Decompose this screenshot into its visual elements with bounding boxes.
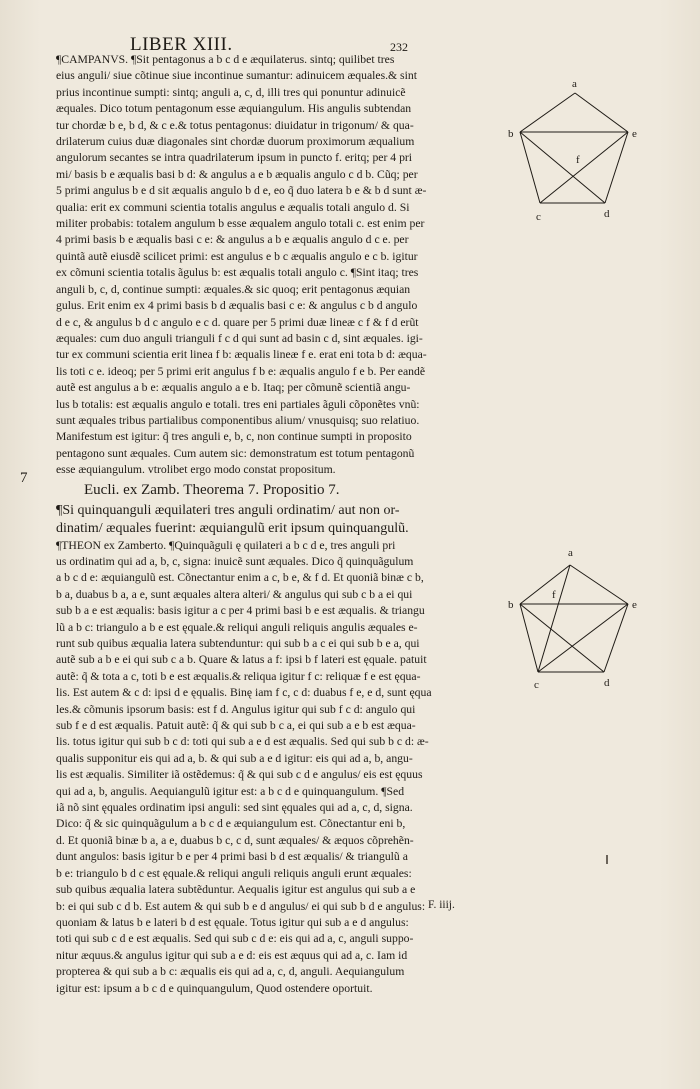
text-line: lis. totus igitur qui sub b c d: toti qui sub a e d est æqualis. Sed qui sub b c d: æ-: [56, 735, 429, 749]
text-line: sub f e d est æqualis. Patuit autẽ: q̃ & qui sub b c a, ei qui sub a e b est æqua-: [56, 719, 416, 733]
text-line: lũ a b c: triangulo a b e est ęquale.& reliqui anguli reliquis angulis æquales e-: [56, 620, 418, 634]
ink-mark: [606, 855, 608, 864]
text-line: eius anguli/ siue cõtinue siue incontinue sumantur: adinuicem æquales.& sint: [56, 69, 417, 83]
text-line: esse æquiangulum. vtrolibet ergo modo constat propositum.: [56, 463, 336, 477]
proposition-line: dinatim/ æquales fuerint: æquiangulũ erit ipsum quinquangulũ.: [56, 520, 409, 536]
text-line: pentagono sunt æquales. Cum autem sic: demonstratum est totum pentagonũ: [56, 446, 415, 460]
text-line: gulus. Erit enim ex 4 primi basis b d æqualis basi c e: & angulus c b d angulo: [56, 299, 418, 313]
running-head: LIBER XIII.: [130, 34, 233, 55]
label-c: c: [534, 679, 539, 690]
label-f: f: [552, 589, 556, 601]
text-line: qualia: erit ex communi scientia totalis angulus e æqualis totali angulo d. Si: [56, 200, 410, 214]
label-a: a: [572, 78, 577, 90]
pentagon-diagram-2: [500, 540, 650, 690]
text-line: autẽ sub a b e ei qui sub c a b. Quare & latus a f: ipsi b f lateri est ęquale. patuit: [56, 653, 427, 667]
side-bc: [520, 604, 538, 672]
side-ab: [520, 93, 575, 132]
side-ab: [520, 565, 570, 604]
label-b: b: [508, 599, 514, 611]
label-d: d: [604, 677, 610, 689]
text-line: æquales. Dico totum pentagonum esse æquiangulum. His angulis subtendan: [56, 102, 412, 116]
label-e: e: [632, 599, 637, 611]
text-column: [56, 52, 486, 997]
theorem-heading: Eucli. ex Zamb. Theorema 7. Propositio 7.: [84, 481, 340, 498]
text-line: sub b a e est æqualis: basis igitur a c per 4 primi basi b e est æqualis. & triangu: [56, 604, 425, 618]
text-line: runt sub quibus æqualia latera subtenduntur: qui sub b a c ei qui sub b e a, qui: [56, 637, 420, 650]
text-line: lis. Est autem & c d: ipsi d e ęqualis. Binę iam f c, c d: duabus f e, e d, sunt ęqua: [56, 686, 432, 700]
text-line: 5 primi angulus b e d sit æqualis angulo b d e, eo q̃ duo latera b e & b d sunt æ-: [56, 184, 427, 198]
text-line: Dico: q̃ & sic quinquãgulum a b c d e æquiangulum est. Cõnectantur eni b,: [56, 817, 406, 831]
label-e: e: [632, 128, 637, 140]
text-line: autẽ: q̃ & tota a c, toti b e est æqualis.& reliqua igitur f c: reliquæ f e est ęqua-: [56, 669, 421, 683]
text-line: toti qui sub c d e est æqualis. Sed qui sub c d e: eis qui ad a, c, anguli suppo-: [56, 932, 414, 946]
text-line: anguli b, c, d, continue sumpti: æquales.& sic quoq; erit pentagonus æquian: [56, 282, 411, 296]
text-line: prius incontinue sumpti: sintq; anguli a, c, d, illi tres qui ponuntur adinuicẽ: [56, 85, 406, 99]
text-line: Manifestum est igitur: q̃ tres anguli e, b, c, non continue sumpti in proposito: [56, 430, 412, 444]
campanus-commentary: [56, 52, 486, 479]
label-c: c: [536, 211, 541, 223]
text-line: sunt æquales tribus partialibus componentibus alium/ vnusquisq; suo relatiuo.: [56, 413, 420, 427]
text-line: quoniam & latus b e lateri b d est ęquale. Totus igitur qui sub a e d angulus:: [56, 915, 409, 929]
side-bc: [520, 132, 540, 203]
label-a: a: [568, 547, 573, 559]
text-line: angulorum secantes se intra quadrilaterum ipsum in puncto f. eritq; per 4 pri: [56, 151, 413, 165]
text-line: lis est æqualis. Similiter iã ostẽdemus: q̃ & qui sub c d e angulus/ eis est ęquus: [56, 768, 423, 782]
text-line: d e c, & angulus b d c angulo e c d. quare per 5 primi duæ lineæ c f & f d erũt: [56, 315, 419, 329]
text-line: us ordinatim qui ad a, b, c, signa: inuicẽ sunt æquales. Dico q̃ quinquãgulum: [56, 554, 414, 568]
proposition-line: ¶Si quinquanguli æquilateri tres anguli ordinatim/ aut non or-: [56, 502, 400, 518]
page-number: 232: [390, 40, 408, 54]
text-line: iã nõ sint ęquales ordinatim ipsi anguli: sed sint ęquales qui ad a, c, d, signa.: [56, 801, 413, 815]
text-line: qui ad a, b, angulis. Aequiangulũ igitur est: a b c d e quinquangulum. ¶Sed: [56, 784, 405, 798]
theon-commentary: [56, 538, 486, 997]
text-line: dunt angulos: basis igitur b e per 4 primi basi b d est æqualis/ & triangulũ a: [56, 850, 408, 864]
text-line: igitur est: ipsum a b c d e quinquangulum, Quod ostendere oportuit.: [56, 981, 373, 995]
text-line: lis toti c e. ideoq; per 5 primi erit angulus f b e: æqualis angulo f e b. Per eandẽ: [56, 364, 426, 378]
side-ae: [570, 565, 628, 604]
text-line: mi/ basis b e æqualis basi b d: & angulus a e b æqualis angulo c d b. Cũq; per: [56, 167, 418, 181]
text-line: tur chordæ b e, b d, & c e.& totus pentagonus: diuidatur in trigonum/ & qua-: [56, 118, 414, 132]
text-line: ex cõmuni scientia totalis ãgulus b: est æqualis totali angulo c. ¶Sint itaq; tres: [56, 266, 419, 280]
margin-proposition-number: 7: [20, 470, 28, 486]
chord-ce: [540, 132, 628, 203]
pentagon-diagram-1: [500, 75, 650, 225]
text-line: ¶THEON ex Zamberto. ¶Quinquãguli ę quilateri a b c d e, tres anguli pri: [56, 538, 396, 552]
text-line: b: ei qui sub c d b. Est autem & qui sub b e d angulus/ ei qui sub b d e angulus:: [56, 899, 426, 913]
text-line: b a, duabus b a, a e, sunt æquales altera alteri/ & angulus qui sub c b a ei qui: [56, 587, 413, 601]
proposition-statement: [56, 502, 486, 538]
text-line: nitur æquus.& angulus igitur qui sub a e d: eis est æquus qui ad a, c. Iam id: [56, 948, 408, 962]
label-f: f: [576, 154, 580, 166]
label-d: d: [604, 208, 610, 220]
text-line: propterea & qui sub a b c: æqualis eis qui ad a, c, d, anguli. Aequiangulum: [56, 965, 405, 979]
text-line: b e: triangulo b d c est ęquale.& reliqui anguli reliquis anguli erunt æquales:: [56, 866, 412, 880]
label-b: b: [508, 128, 514, 140]
text-line: militer probabis: totalem angulum b esse æqualem angulo totali c. est enim per: [56, 217, 425, 231]
text-line: sub quibus æqualia latera subtẽduntur. Aequalis igitur est angulus qui sub a e: [56, 883, 416, 897]
chord-bd: [520, 132, 605, 203]
text-line: tur ex communi scientia erit linea f b: æqualis lineæ f e. erat eni tota b d: æqua-: [56, 348, 427, 362]
text-line: qualis supponitur eis qui ad a, b. & qui sub a e d igitur: eis qui ad a, b, angu-: [56, 751, 413, 765]
text-line: autẽ est angulus a b e: æqualis angulo a e b. Itaq; per cõmunẽ scientiã angu-: [56, 381, 411, 395]
chord-ce: [538, 604, 628, 672]
side-ed: [604, 604, 628, 672]
text-line: 4 primi basis b e æqualis basi c e: & angulus a b e æqualis angulo d c e. per: [56, 233, 409, 247]
text-line: lus b totalis: est æqualis angulo e totali. tres eni partiales ãguli cõponẽtes vnũ:: [56, 397, 420, 411]
signature-mark: F. iiij.: [428, 899, 455, 911]
text-line: quintã autẽ eiusdẽ scilicet primi: est angulus e b c æqualis angulo e c b. igitur: [56, 249, 418, 263]
text-line: æquales: cum duo anguli trianguli f c d qui sunt ad basin c d, sint æquales. igi-: [56, 331, 423, 345]
chord-ac: [538, 565, 570, 672]
text-line: drilaterum cuius duæ diagonales sint chordæ duorum proximorum æqualium: [56, 135, 415, 149]
chord-bd: [520, 604, 604, 672]
text-line: les.& cõmunis ipsorum basis: est f d. Angulus igitur qui sub f c d: angulo qui: [56, 702, 416, 716]
text-line: d. Et quoniã binæ b a, a e, duabus b c, c d, sunt æquales/ & æquos cõprehẽn-: [56, 833, 414, 847]
text-line: a b c d e: æquiangulũ est. Cõnectantur enim a c, b e, & f d. Et quoniã binæ c b,: [56, 571, 424, 585]
side-ed: [605, 132, 628, 203]
text-line: ¶CAMPANVS. ¶Sit pentagonus a b c d e æquilaterus. sintq; quilibet tres: [56, 53, 395, 66]
side-ae: [575, 93, 628, 132]
